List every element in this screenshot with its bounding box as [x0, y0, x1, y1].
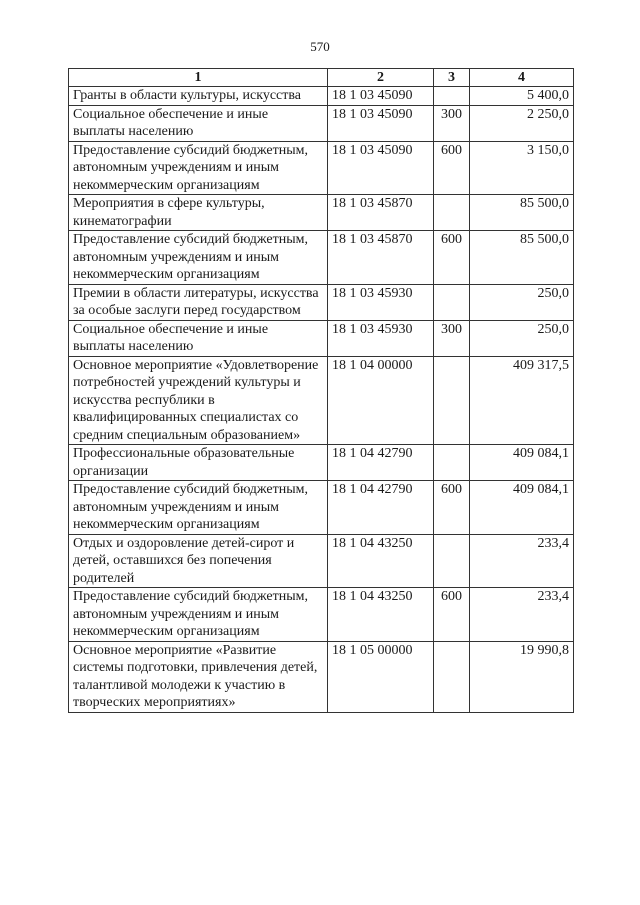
row-amount: 409 084,1: [470, 445, 574, 481]
row-code: 18 1 04 43250: [328, 588, 434, 642]
row-type: [434, 445, 470, 481]
header-row: [69, 69, 574, 87]
table-row: [69, 534, 574, 588]
row-name: Предоставление субсидий бюджетным, автономным учреждениям и иным некоммерческим организациям: [69, 481, 328, 535]
row-code: 18 1 03 45930: [328, 284, 434, 320]
table-row: [69, 284, 574, 320]
row-type: [434, 534, 470, 588]
row-code: 18 1 03 45090: [328, 141, 434, 195]
row-type: [434, 641, 470, 712]
table-row: [69, 87, 574, 106]
table-row: [69, 588, 574, 642]
row-type: [434, 87, 470, 106]
row-name: Отдых и оздоровление детей-сирот и детей, оставшихся без попечения родителей: [69, 534, 328, 588]
row-name: Основное мероприятие «Развитие системы подготовки, привлечения детей, талантливой молодежи к участию в творческих мероприятиях»: [69, 641, 328, 712]
row-type: [434, 284, 470, 320]
row-code: 18 1 04 43250: [328, 534, 434, 588]
budget-table: [68, 68, 574, 713]
row-type: 600: [434, 231, 470, 285]
row-code: 18 1 03 45930: [328, 320, 434, 356]
row-name: Социальное обеспечение и иные выплаты населению: [69, 105, 328, 141]
row-name: Предоставление субсидий бюджетным, автономным учреждениям и иным некоммерческим организациям: [69, 141, 328, 195]
table-row: [69, 231, 574, 285]
row-amount: 233,4: [470, 534, 574, 588]
row-code: 18 1 05 00000: [328, 641, 434, 712]
row-type: [434, 356, 470, 445]
row-amount: 3 150,0: [470, 141, 574, 195]
row-type: [434, 195, 470, 231]
row-amount: 85 500,0: [470, 231, 574, 285]
row-type: 600: [434, 141, 470, 195]
row-amount: 2 250,0: [470, 105, 574, 141]
row-code: 18 1 03 45090: [328, 87, 434, 106]
row-name: Профессиональные образовательные организации: [69, 445, 328, 481]
row-name: Премии в области литературы, искусства за особые заслуги перед государством: [69, 284, 328, 320]
table-row: [69, 641, 574, 712]
row-code: 18 1 04 42790: [328, 445, 434, 481]
row-name: Предоставление субсидий бюджетным, автономным учреждениям и иным некоммерческим организациям: [69, 231, 328, 285]
row-type: 600: [434, 481, 470, 535]
row-name: Основное мероприятие «Удовлетворение потребностей учреждений культуры и искусства республики в квалифицированных специалистах со средним специальным образованием»: [69, 356, 328, 445]
row-amount: 19 990,8: [470, 641, 574, 712]
row-amount: 233,4: [470, 588, 574, 642]
column-header-3: 3: [434, 69, 470, 87]
row-amount: 85 500,0: [470, 195, 574, 231]
row-code: 18 1 03 45870: [328, 231, 434, 285]
row-code: 18 1 03 45090: [328, 105, 434, 141]
row-amount: 5 400,0: [470, 87, 574, 106]
page-number: 570: [310, 39, 330, 54]
row-code: 18 1 04 00000: [328, 356, 434, 445]
column-header-2: 2: [328, 69, 434, 87]
row-amount: 409 317,5: [470, 356, 574, 445]
table-row: [69, 445, 574, 481]
table-row: [69, 481, 574, 535]
table-row: [69, 356, 574, 445]
row-name: Гранты в области культуры, искусства: [69, 87, 328, 106]
row-amount: 250,0: [470, 320, 574, 356]
row-code: 18 1 04 42790: [328, 481, 434, 535]
row-type: 300: [434, 105, 470, 141]
table-row: [69, 195, 574, 231]
row-name: Социальное обеспечение и иные выплаты населению: [69, 320, 328, 356]
row-amount: 250,0: [470, 284, 574, 320]
table-row: [69, 320, 574, 356]
row-code: 18 1 03 45870: [328, 195, 434, 231]
column-header-4: 4: [470, 69, 574, 87]
row-type: 600: [434, 588, 470, 642]
row-type: 300: [434, 320, 470, 356]
row-name: Мероприятия в сфере культуры, кинематографии: [69, 195, 328, 231]
table-row: [69, 141, 574, 195]
column-header-1: 1: [69, 69, 328, 87]
table-row: [69, 105, 574, 141]
row-amount: 409 084,1: [470, 481, 574, 535]
row-name: Предоставление субсидий бюджетным, автономным учреждениям и иным некоммерческим организациям: [69, 588, 328, 642]
